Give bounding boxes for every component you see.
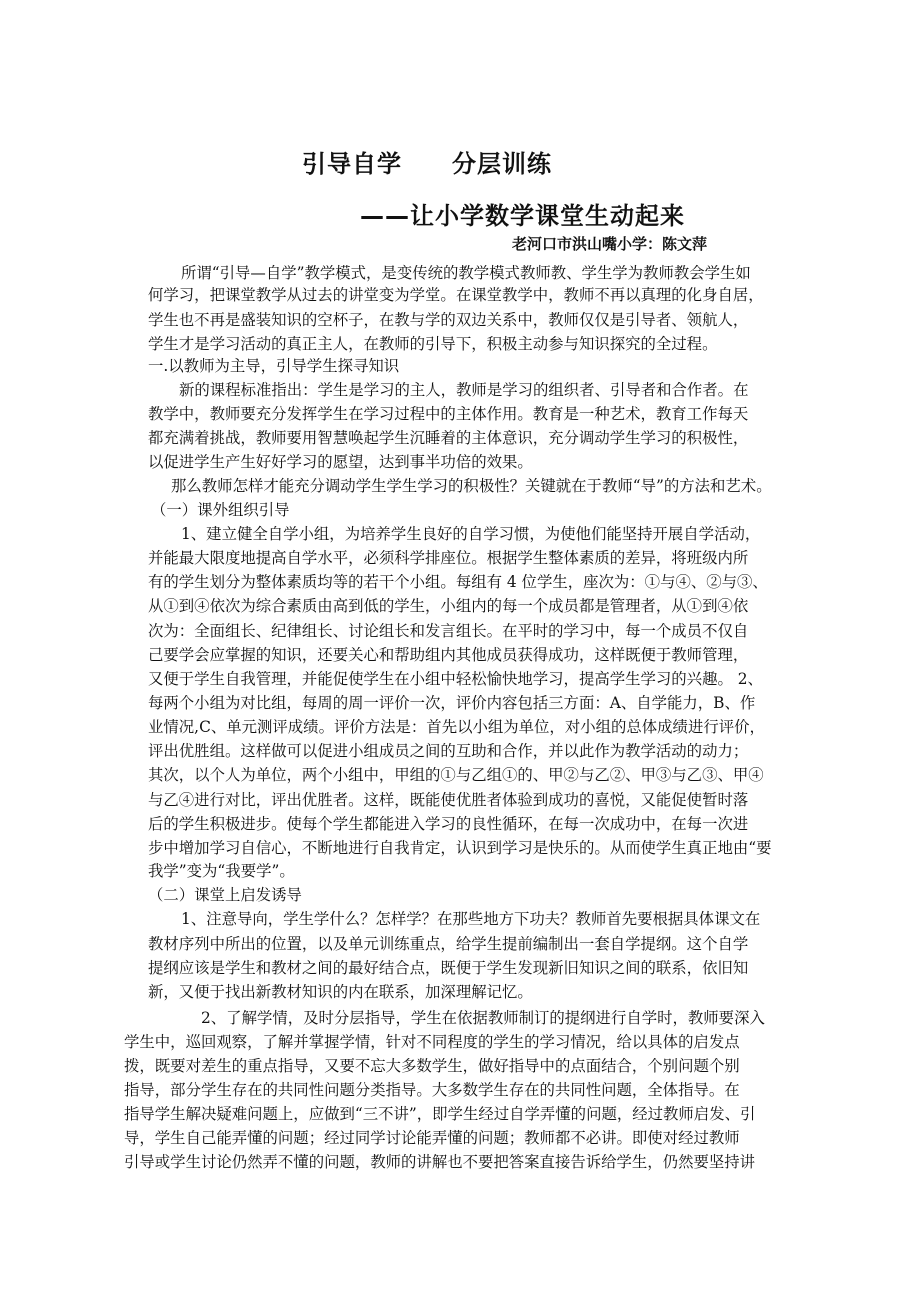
body-line: 又便于学生自我管理，并能促使学生在小组中轻松愉快地学习，提高学生学习的兴趣。 2、 xyxy=(148,670,763,688)
subsection-heading: （一）课外组织引导 xyxy=(151,501,290,519)
body-line: 拨，既要对差生的重点指导，又要不忘大多数学生，做好指导中的点面结合，个别问题个别 xyxy=(124,1057,740,1075)
body-line: 教材序列中所出的位置，以及单元训练重点，给学生提前编制出一套自学提纲。这个自学 xyxy=(148,935,749,953)
body-line: 次为：全面组长、纪律组长、讨论组长和发言组长。在平时的学习中，每一个成员不仅自 xyxy=(148,622,749,640)
body-line: 那么教师怎样才能充分调动学生学生学习的积极性？关键就在于教师“导”的方法和艺术。 xyxy=(171,477,772,495)
body-line: 指导，部分学生存在的共同性问题分类指导。大多数学生存在的共同性问题，全体指导。在 xyxy=(124,1081,740,1099)
author-line: 老河口市洪山嘴小学：陈文萍 xyxy=(512,235,708,253)
body-line: 学生中，巡回观察，了解并掌握学情，针对不同程度的学生的学习情况，给以具体的启发点 xyxy=(124,1033,740,1051)
body-line: 指导学生解决疑难问题上，应做到“三不讲”，即学生经过自学弄懂的问题，经过教师启发、引 xyxy=(124,1105,756,1123)
body-line: 何学习，把课堂教学从过去的讲堂变为学堂。在课堂教学中，教师不再以真理的化身自居， xyxy=(148,286,764,304)
body-line: 2、了解学情，及时分层指导，学生在依据教师制订的提纲进行自学时，教师要深入 xyxy=(201,1009,765,1027)
document-subtitle: ——让小学数学课堂生动起来 xyxy=(360,202,685,230)
body-line: 新的课程标准指出：学生是学习的主人，教师是学习的组织者、引导者和合作者。在 xyxy=(179,381,749,399)
body-line: 业情况,C、单元测评成绩。评价方法是：首先以小组为单位，对小组的总体成绩进行评价， xyxy=(148,718,765,736)
body-line: 与乙④进行对比，评出优胜者。这样，既能使优胜者体验到成功的喜悦，又能促使暂时落 xyxy=(148,791,749,809)
section-heading: 一.以教师为主导，引导学生探寻知识 xyxy=(148,357,400,375)
body-line: 教学中，教师要充分发挥学生在学习过程中的主体作用。教育是一种艺术，教育工作每天 xyxy=(148,405,749,423)
body-line: 1、注意导向，学生学什么？怎样学？在那些地方下功夫？教师首先要根据具体课文在 xyxy=(181,910,761,928)
subsection-heading: （二）课堂上启发诱导 xyxy=(148,886,302,904)
body-line: 后的学生积极进步。使每个学生都能进入学习的良性循环，在每一次成功中，在每一次进 xyxy=(148,815,749,833)
body-line: 我学”变为“我要学”。 xyxy=(148,862,295,880)
body-line: 学生也不再是盛装知识的空杯子，在教与学的双边关系中，教师仅仅是引导者、领航人， xyxy=(148,311,749,329)
body-line: 所谓“引导—自学”教学模式，是变传统的教学模式教师教、学生学为教师教会学生如 xyxy=(181,264,751,282)
body-line: 提纲应该是学生和教材之间的最好结合点，既便于学生发现新旧知识之间的联系，依旧知 xyxy=(148,959,749,977)
document-title: 引导自学 分层训练 xyxy=(302,150,552,178)
body-line: 以促进学生产生好好学习的愿望，达到事半功倍的效果。 xyxy=(148,453,533,471)
body-line: 引导或学生讨论仍然弄不懂的问题，教师的讲解也不要把答案直接告诉给学生，仍然要坚持讲 xyxy=(124,1153,756,1171)
body-line: 己要学会应掌握的知识，还要关心和帮助组内其他成员获得成功，这样既便于教师管理， xyxy=(148,646,749,664)
body-line: 步中增加学习自信心，不断地进行自我肯定，认识到学习是快乐的。从而使学生真正地由“要 xyxy=(148,839,772,857)
body-line: 并能最大限度地提高自学水平，必须科学排座位。根据学生整体素质的差异，将班级内所 xyxy=(148,549,749,567)
body-line: 1、建立健全自学小组，为培养学生良好的自学习惯，为使他们能坚持开展自学活动， xyxy=(181,525,761,543)
body-line: 都充满着挑战，教师要用智慧唤起学生沉睡着的主体意识，充分调动学生学习的积极性， xyxy=(148,429,749,447)
body-line: 导，学生自己能弄懂的问题；经过同学讨论能弄懂的问题；教师都不必讲。即使对经过教师 xyxy=(124,1129,740,1147)
body-line: 有的学生划分为整体素质均等的若干个小组。每组有 4 位学生，座次为：①与④、②与③、 xyxy=(148,573,768,591)
body-line: 新，又便于找出新教材知识的内在联系，加深理解记忆。 xyxy=(148,983,533,1001)
body-line: 评出优胜组。这样做可以促进小组成员之间的互助和合作，并以此作为教学活动的动力； xyxy=(148,742,749,760)
body-line: 从①到④依次为综合素质由高到低的学生，小组内的每一个成员都是管理者，从①到④依 xyxy=(148,597,749,615)
body-line: 其次，以个人为单位，两个小组中，甲组的①与乙组①的、甲②与乙②、甲③与乙③、甲④ xyxy=(148,766,764,784)
body-line: 每两个小组为对比组，每周的周一评价一次，评价内容包括三方面：A、自学能力，B、作 xyxy=(148,694,756,712)
body-line: 学生才是学习活动的真正主人，在教师的引导下，积极主动参与知识探究的全过程。 xyxy=(148,335,718,353)
